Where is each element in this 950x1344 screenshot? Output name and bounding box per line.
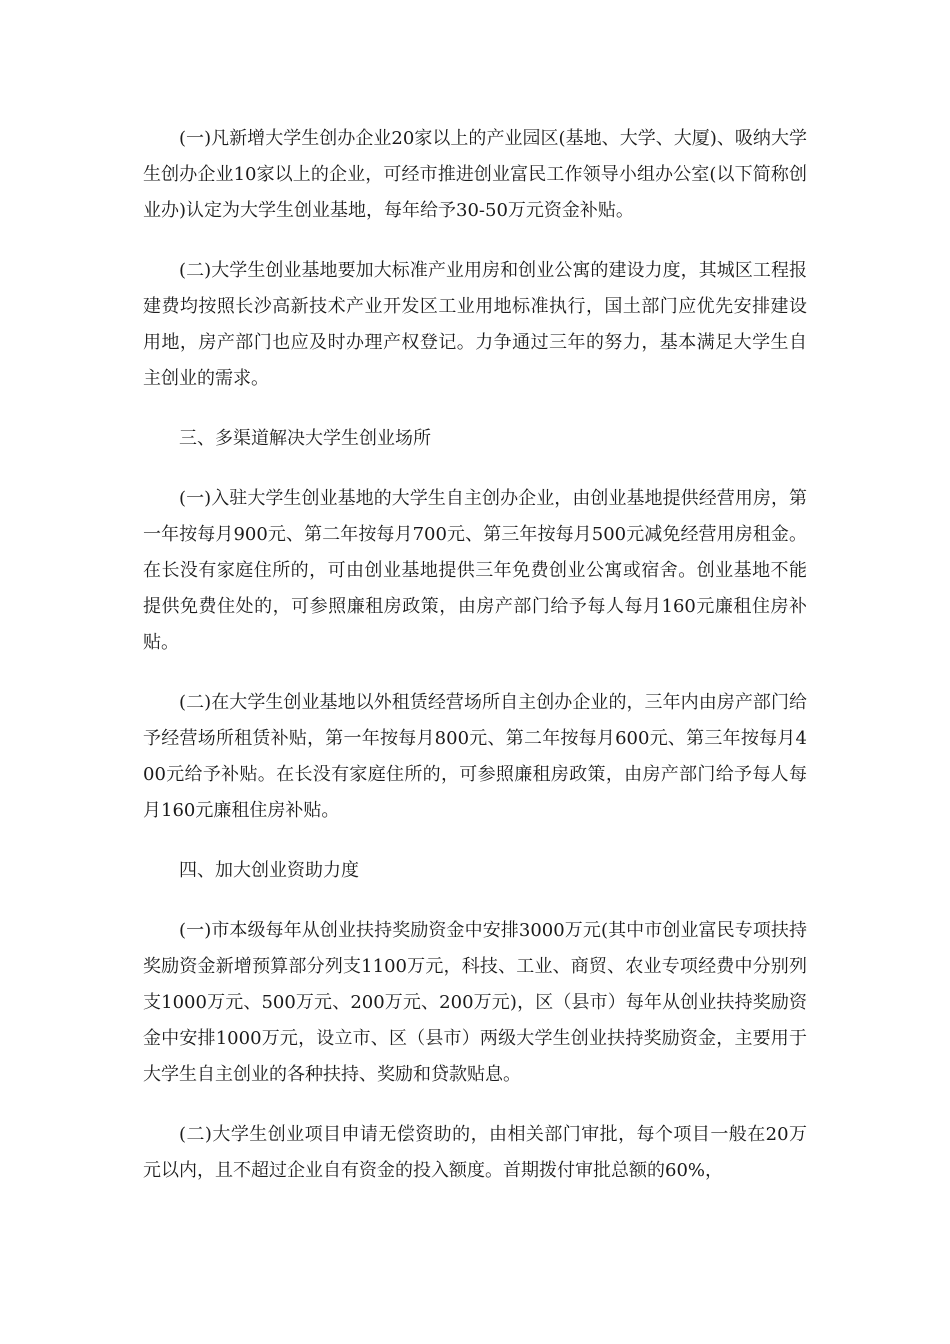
document-body — [143, 121, 807, 1213]
paragraph-3: (一)入驻大学生创业基地的大学生自主创办企业，由创业基地提供经营用房，第一年按每月900元、第二年按每月700元、第三年按每月500元减免经营用房租金。在长没有家庭住所的，可由创业基地提供三年免费创业公寓或宿舍。创业基地不能提供免费住处的，可参照廉租房政策，由房产部门给予每人每月160元廉租住房补贴。 — [143, 488, 807, 653]
section-heading-4: 四、加大创业资助力度 — [179, 860, 359, 881]
paragraph-2: (二)大学生创业基地要加大标准产业用房和创业公寓的建设力度，其城区工程报建费均按照长沙高新技术产业开发区工业用地标准执行，国土部门应优先安排建设用地，房产部门也应及时办理产权登记。力争通过三年的努力，基本满足大学生自主创业的需求。 — [143, 260, 807, 389]
section-heading-3: 三、多渠道解决大学生创业场所 — [179, 428, 431, 449]
paragraph-6: (二)大学生创业项目申请无偿资助的，由相关部门审批，每个项目一般在20万元以内，且不超过企业自有资金的投入额度。首期拨付审批总额的60%， — [143, 1124, 807, 1181]
paragraph-5: (一)市本级每年从创业扶持奖励资金中安排3000万元(其中市创业富民专项扶持奖励资金新增预算部分列支1100万元，科技、工业、商贸、农业专项经费中分别列支1000万元、500万元、200万元、200万元)，区（县市）每年从创业扶持奖励资金中安排1000万元，设立市、区（县市）两级大学生创业扶持奖励资金，主要用于大学生自主创业的各种扶持、奖励和贷款贴息。 — [143, 920, 807, 1085]
paragraph-4: (二)在大学生创业基地以外租赁经营场所自主创办企业的，三年内由房产部门给予经营场所租赁补贴，第一年按每月800元、第二年按每月600元、第三年按每月400元给予补贴。在长没有家庭住所的，可参照廉租房政策，由房产部门给予每人每月160元廉租住房补贴。 — [143, 692, 807, 821]
paragraph-1: (一)凡新增大学生创办企业20家以上的产业园区(基地、大学、大厦)、吸纳大学生创办企业10家以上的企业，可经市推进创业富民工作领导小组办公室(以下简称创业办)认定为大学生创业基地，每年给予30-50万元资金补贴。 — [143, 128, 807, 221]
